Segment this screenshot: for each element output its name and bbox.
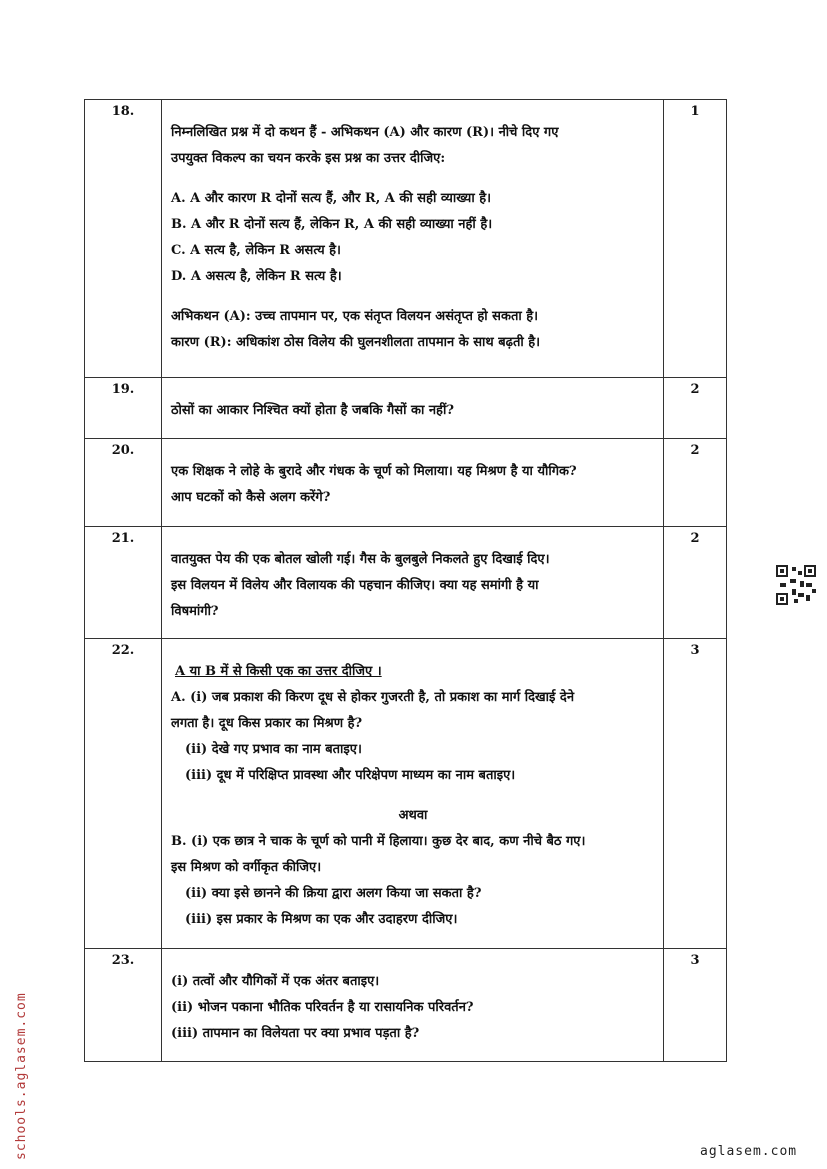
question-text: वातयुक्त पेय की एक बोतल खोली गई। गैस के बुलबुले निकलते हुए दिखाई दिए। [171,552,550,567]
question-intro: निम्नलिखित प्रश्न में दो कथन हैं - अभिकथन (A) और कारण (R)। नीचे दिए गए [171,125,559,140]
qr-code-icon [776,565,816,605]
question-text: आप घटकों को कैसे अलग करेंगे? [171,490,331,505]
question-text: इस विलयन में विलेय और विलायक की पहचान कीजिए। क्या यह समांगी है या [171,578,539,593]
question-text: विषमांगी? [171,604,219,619]
part-a-i: A. (i) जब प्रकाश की किरण दूध से होकर गुजरती है, तो प्रकाश का मार्ग दिखाई देने [171,690,575,705]
question-number: 21. [85,527,162,639]
choice-heading: A या B में से किसी एक का उत्तर दीजिए । [175,664,382,679]
question-marks: 3 [664,639,727,949]
question-row-20 [85,439,727,527]
part-a-ii: (ii) देखे गए प्रभाव का नाम बताइए। [185,742,362,757]
questions-table [84,99,727,1062]
question-row-23 [85,949,727,1062]
question-number: 20. [85,439,162,527]
question-text: एक शिक्षक ने लोहे के बुरादे और गंधक के चूर्ण को मिलाया। यह मिश्रण है या यौगिक? [171,464,577,479]
question-marks: 2 [664,439,727,527]
question-body [162,527,664,639]
or-separator: अथवा [398,808,428,823]
option-d: D. A असत्य है, लेकिन R सत्य है। [171,269,342,284]
question-marks: 2 [664,527,727,639]
question-row-18 [85,100,727,378]
part-b-i: B. (i) एक छात्र ने चाक के चूर्ण को पानी में हिलाया। कुछ देर बाद, कण नीचे बैठ गए। [171,834,586,849]
footer-watermark: aglasem.com [700,1144,798,1159]
question-body [162,639,664,949]
question-marks: 2 [664,378,727,439]
question-row-19 [85,378,727,439]
part-b-iii: (iii) इस प्रकार के मिश्रण का एक और उदाहरण दीजिए। [185,912,458,927]
sub-question-iii: (iii) तापमान का विलेयता पर क्या प्रभाव पड़ता है? [171,1026,420,1041]
assertion: अभिकथन (A): उच्च तापमान पर, एक संतृप्त विलयन असंतृप्त हो सकता है। [171,309,539,324]
question-row-22 [85,639,727,949]
question-marks: 1 [664,100,727,378]
part-a-i: लगता है। दूध किस प्रकार का मिश्रण है? [171,716,363,731]
question-body [162,378,664,439]
question-body [162,439,664,527]
sub-question-i: (i) तत्वों और यौगिकों में एक अंतर बताइए। [171,974,380,989]
question-marks: 3 [664,949,727,1062]
question-body [162,100,664,378]
option-a: A. A और कारण R दोनों सत्य हैं, और R, A की सही व्याख्या है। [171,191,492,206]
question-body [162,949,664,1062]
question-intro: उपयुक्त विकल्प का चयन करके इस प्रश्न का उत्तर दीजिए: [171,151,446,166]
part-b-i: इस मिश्रण को वर्गीकृत कीजिए। [171,860,322,875]
question-text: ठोसों का आकार निश्चित क्यों होता है जबकि गैसों का नहीं? [171,403,454,418]
question-number: 18. [85,100,162,378]
side-watermark: schools.aglasem.com [14,992,29,1160]
sub-question-ii: (ii) भोजन पकाना भौतिक परिवर्तन है या रासायनिक परिवर्तन? [171,1000,474,1015]
option-c: C. A सत्य है, लेकिन R असत्य है। [171,243,341,258]
question-number: 19. [85,378,162,439]
question-row-21 [85,527,727,639]
reason: कारण (R): अधिकांश ठोस विलेय की घुलनशीलता तापमान के साथ बढ़ती है। [171,335,541,350]
part-a-iii: (iii) दूध में परिक्षिप्त प्रावस्था और परिक्षेपण माध्यम का नाम बताइए। [185,768,516,783]
option-b: B. A और R दोनों सत्य हैं, लेकिन R, A की सही व्याख्या नहीं है। [171,217,493,232]
part-b-ii: (ii) क्या इसे छानने की क्रिया द्वारा अलग किया जा सकता है? [185,886,482,901]
question-number: 22. [85,639,162,949]
question-number: 23. [85,949,162,1062]
